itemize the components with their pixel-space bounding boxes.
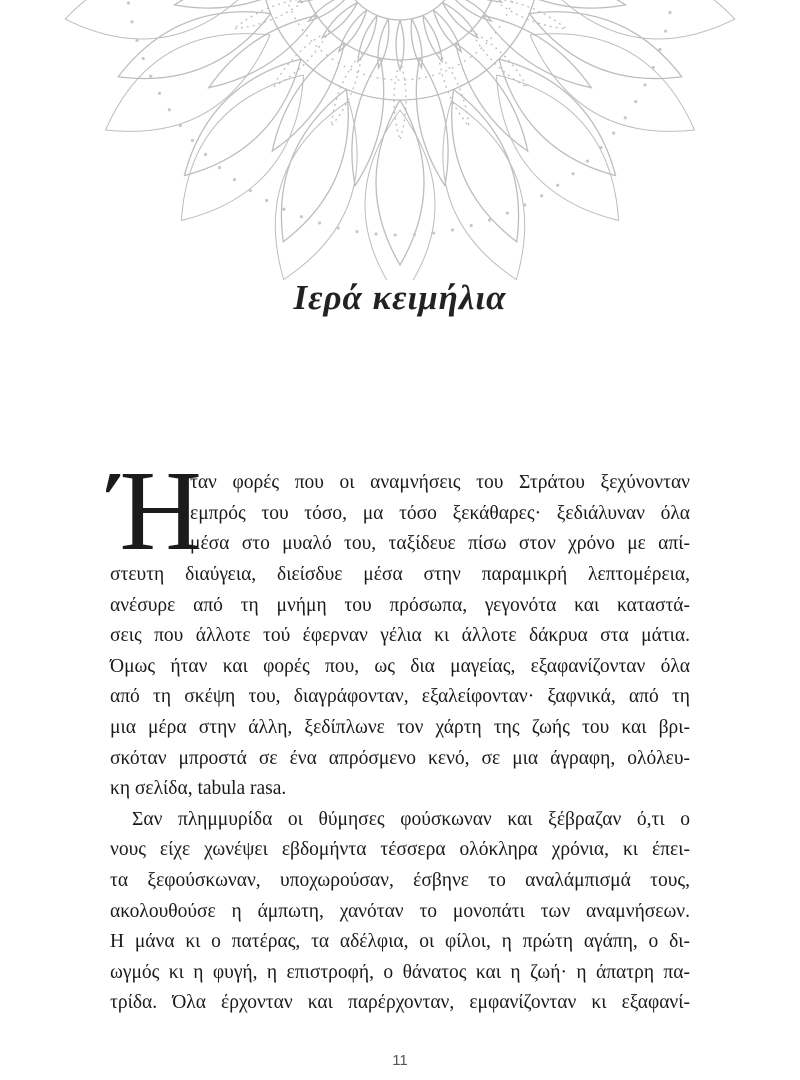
page-number: 11 [392, 1052, 408, 1069]
text-line: Όμως ήταν και φορές που, ως δια μαγείας, εξαφανίζονταν όλα [110, 655, 690, 677]
text-line: ανέσυρε από τη μνήμη του πρόσωπα, γεγονότα και καταστά- [110, 594, 690, 616]
text-line: τα ξεφούσκωναν, υποχωρούσαν, έσβηνε το αναλάμπισμά τους, [110, 869, 690, 891]
text-line: στευτη διαύγεια, διείσδυε μέσα στην παραμικρή λεπτομέρεια, [110, 564, 690, 585]
text-line: κη σελίδα, tabula rasa. [110, 778, 287, 800]
text-line: Η μάνα κι ο πατέρας, τα αδέλφια, οι φίλοι, η πρώτη αγάπη, ο δι- [110, 931, 690, 953]
text-line: εμπρός του τόσο, μα τόσο ξεκάθαρες· ξεδιάλυναν όλα [190, 502, 690, 524]
text-line: νους είχε χωνέψει εβδομήντα τέσσερα ολόκληρα χρόνια, κι έπει- [110, 839, 690, 861]
text-line: Σαν πλημμυρίδα οι θύμησες φούσκωναν και ξέβραζαν ό,τι ο [132, 808, 690, 830]
text-line: από τη σκέψη του, διαγράφονταν, εξαλείφονταν· ξαφνικά, από τη [110, 686, 690, 708]
text-line: μια μέρα στην άλλη, ξεδίπλωνε τον χάρτη της ζωής του και βρι- [110, 716, 690, 738]
text-line: ωγμός κι η φυγή, η επιστροφή, ο θάνατος και η ζωή· η άπατρη πα- [110, 961, 690, 983]
chapter-title: Ιερά κειμήλια [293, 278, 507, 317]
body-text [110, 560, 690, 1019]
first-paragraph-opening [190, 468, 690, 560]
drop-cap: Ή [110, 447, 203, 574]
text-line: ταν φορές που οι αναμνήσεις του Στράτου ξεχύνονταν [190, 472, 690, 493]
text-line: σεις που άλλοτε τού έφερναν γέλια κι άλλοτε δάκρυα στα μάτια. [110, 625, 690, 647]
mandala-ornament [0, 0, 800, 280]
text-line: ακολουθούσε η άμπωτη, χανόταν το μονοπάτι των αναμνήσεων. [110, 900, 690, 922]
text-line: μέσα στο μυαλό του, ταξίδευε πίσω στον χρόνο με απί- [190, 533, 690, 555]
text-line: σκόταν μπροστά σε ένα απρόσμενο κενό, σε μια άγραφη, ολόλευ- [110, 747, 690, 769]
text-line: τρίδα. Όλα έρχονταν και παρέρχονταν, εμφανίζονταν κι εξαφανί- [110, 992, 690, 1014]
